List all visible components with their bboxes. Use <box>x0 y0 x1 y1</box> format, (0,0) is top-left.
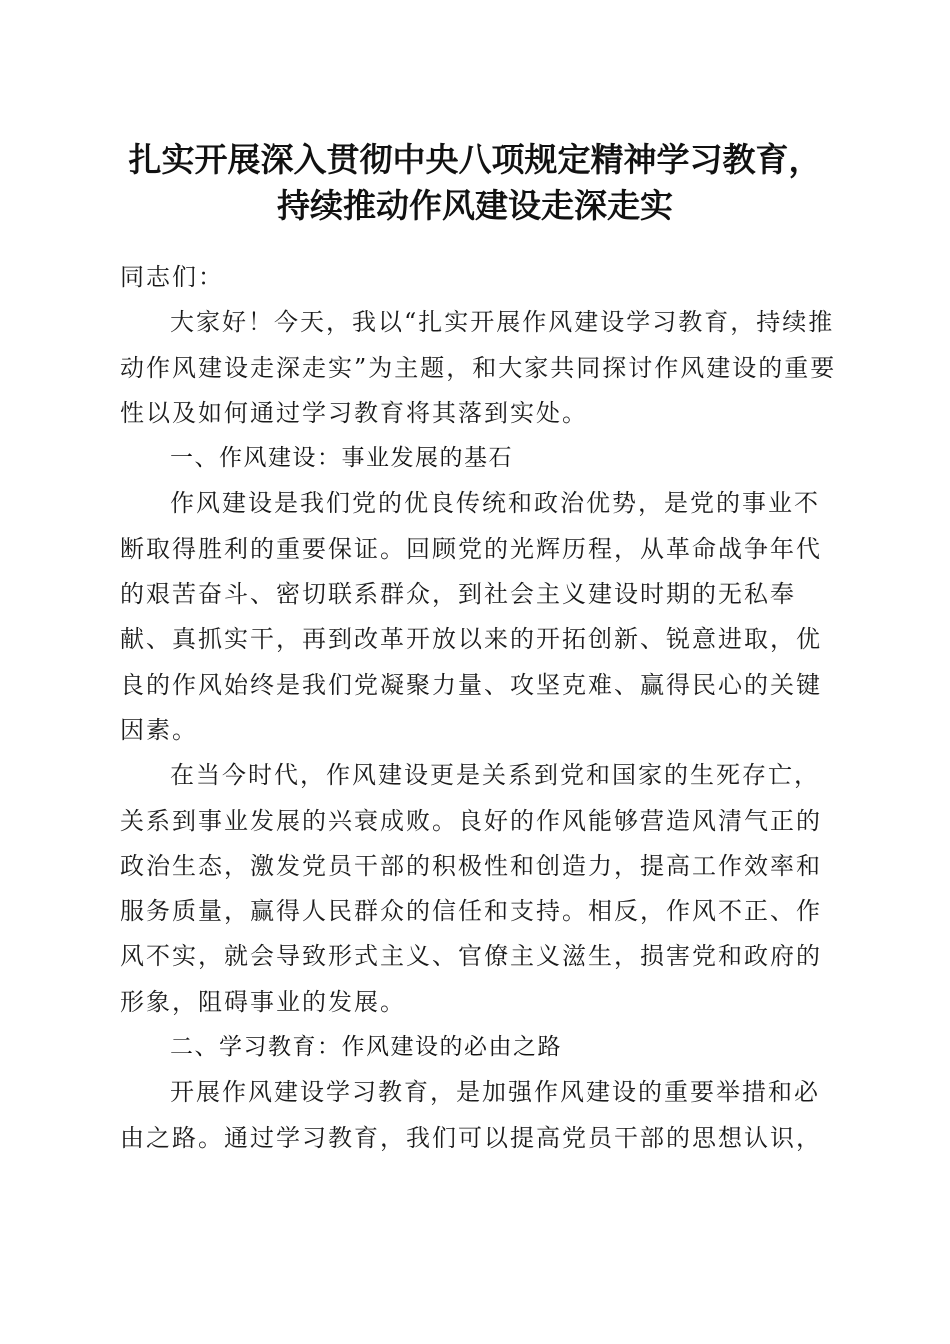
document-title-line-2: 持续推动作风建设走深走实 <box>277 186 673 225</box>
salutation: 同志们： <box>120 263 224 291</box>
intro-paragraph: 大家好！今天，我以“扎实开展作风建设学习教育，持续推动作风建设走深走实”为主题，和大家共同探讨作风建设的重要性以及如何通过学习教育将其落到实处。 <box>120 308 837 427</box>
document-title-line-1: 扎实开展深入贯彻中央八项规定精神学习教育， <box>128 140 822 179</box>
section-2-paragraph-1: 开展作风建设学习教育，是加强作风建设的重要举措和必由之路。通过学习教育，我们可以提高党员干部的思想认识， <box>120 1078 822 1152</box>
document-body <box>120 255 840 1161</box>
section-1-heading: 一、作风建设：事业发展的基石 <box>170 445 513 472</box>
section-2-heading: 二、学习教育：作风建设的必由之路 <box>170 1034 562 1061</box>
section-1-paragraph-1: 作风建设是我们党的优良传统和政治优势，是党的事业不断取得胜利的重要保证。回顾党的光辉历程，从革命战争年代的艰苦奋斗、密切联系群众，到社会主义建设时期的无私奉献、真抓实干，再到改革开放以来的开拓创新、锐意进取，优良的作风始终是我们党凝聚力量、攻坚克难、赢得民心的关键因素。 <box>120 489 822 744</box>
section-1-paragraph-2: 在当今时代，作风建设更是关系到党和国家的生死存亡，关系到事业发展的兴衰成败。良好的作风能够营造风清气正的政治生态，激发党员干部的积极性和创造力，提高工作效率和服务质量，赢得人民群众的信任和支持。相反，作风不正、作风不实，就会导致形式主义、官僚主义滋生，损害党和政府的形象，阻碍事业的发展。 <box>120 761 822 1016</box>
